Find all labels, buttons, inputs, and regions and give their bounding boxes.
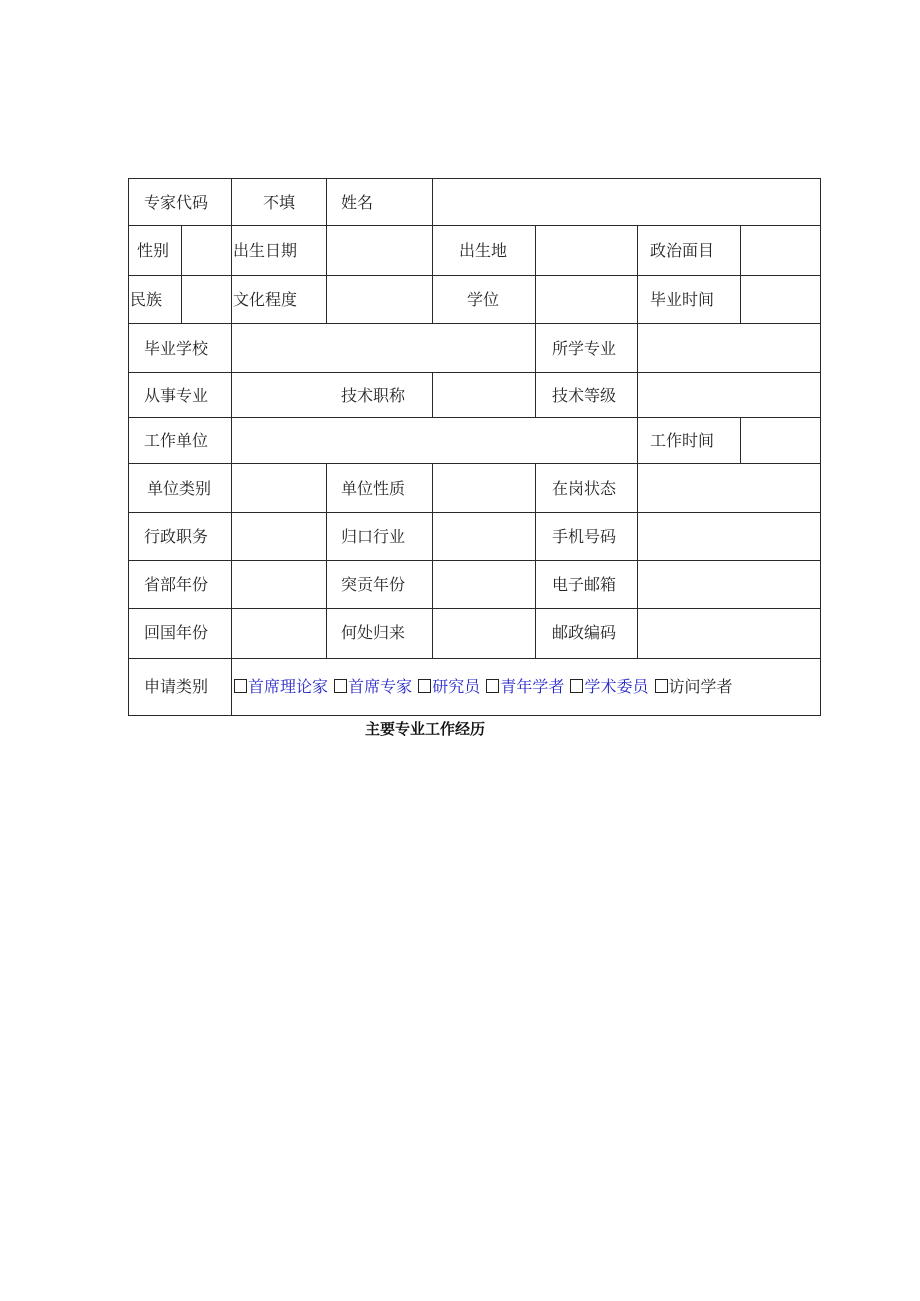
postal-code-label: 邮政编码 bbox=[552, 623, 617, 642]
admin-post-label: 行政职务 bbox=[144, 527, 209, 546]
tech-grade-label: 技术等级 bbox=[552, 386, 617, 405]
expert-code-label: 专家代码 bbox=[144, 193, 209, 212]
option-chief-theorist: 首席理论家 bbox=[248, 677, 329, 696]
ethnicity-label: 民族 bbox=[130, 290, 163, 309]
option-visiting-scholar: 访问学者 bbox=[668, 677, 733, 696]
return-year-label: 回国年份 bbox=[144, 623, 209, 642]
column-divider bbox=[326, 179, 327, 225]
section-caption: 主要专业工作经历 bbox=[365, 720, 486, 738]
row-divider bbox=[129, 225, 820, 226]
column-divider bbox=[231, 323, 232, 372]
expert-code-value: 不填 bbox=[263, 193, 296, 212]
industry-label: 归口行业 bbox=[341, 527, 406, 546]
return-from-label: 何处归来 bbox=[341, 623, 406, 642]
row-divider bbox=[129, 275, 820, 276]
contribution-year-label: 突贡年份 bbox=[341, 575, 406, 594]
graduation-time-label: 毕业时间 bbox=[650, 290, 715, 309]
application-type-label: 申请类别 bbox=[144, 677, 209, 696]
major-label: 所学专业 bbox=[552, 339, 617, 358]
column-divider bbox=[740, 225, 741, 323]
email-label: 电子邮箱 bbox=[552, 575, 617, 594]
row-divider bbox=[129, 463, 820, 464]
column-divider bbox=[231, 658, 232, 716]
column-divider bbox=[231, 179, 232, 225]
column-divider bbox=[637, 225, 638, 323]
column-divider bbox=[432, 225, 433, 323]
column-divider bbox=[432, 372, 433, 417]
checkbox[interactable] bbox=[655, 679, 668, 693]
birth-date-label: 出生日期 bbox=[233, 241, 298, 260]
option-researcher: 研究员 bbox=[432, 677, 481, 696]
column-divider bbox=[535, 463, 536, 658]
checkbox[interactable] bbox=[334, 679, 347, 693]
unit-nature-label: 单位性质 bbox=[341, 479, 406, 498]
provincial-year-label: 省部年份 bbox=[144, 575, 209, 594]
gender-label: 性别 bbox=[137, 241, 170, 260]
checkbox[interactable] bbox=[570, 679, 583, 693]
name-label: 姓名 bbox=[341, 193, 374, 212]
option-academic-committee: 学术委员 bbox=[584, 677, 649, 696]
option-chief-expert: 首席专家 bbox=[348, 677, 413, 696]
row-divider bbox=[129, 372, 820, 373]
political-affiliation-label: 政治面目 bbox=[650, 241, 715, 260]
row-divider bbox=[129, 323, 820, 324]
column-divider bbox=[637, 417, 638, 463]
option-young-scholar: 青年学者 bbox=[500, 677, 565, 696]
unit-category-label: 单位类别 bbox=[147, 479, 212, 498]
column-divider bbox=[326, 225, 327, 323]
column-divider bbox=[231, 372, 232, 417]
education-label: 文化程度 bbox=[233, 290, 298, 309]
row-divider bbox=[129, 512, 820, 513]
checkbox[interactable] bbox=[486, 679, 499, 693]
column-divider bbox=[231, 225, 232, 323]
employer-label: 工作单位 bbox=[144, 431, 209, 450]
degree-label: 学位 bbox=[467, 290, 500, 309]
birthplace-label: 出生地 bbox=[459, 241, 508, 260]
work-time-label: 工作时间 bbox=[650, 431, 715, 450]
column-divider bbox=[637, 372, 638, 417]
expert-application-form bbox=[128, 178, 821, 716]
column-divider bbox=[181, 225, 182, 323]
column-divider bbox=[535, 225, 536, 323]
row-divider bbox=[129, 658, 820, 659]
checkbox[interactable] bbox=[418, 679, 431, 693]
row-divider bbox=[129, 560, 820, 561]
checkbox[interactable] bbox=[234, 679, 247, 693]
column-divider bbox=[637, 323, 638, 372]
column-divider bbox=[326, 463, 327, 658]
row-divider bbox=[129, 608, 820, 609]
column-divider bbox=[535, 323, 536, 372]
school-label: 毕业学校 bbox=[144, 339, 209, 358]
job-status-label: 在岗状态 bbox=[552, 479, 617, 498]
column-divider bbox=[740, 417, 741, 463]
field-label: 从事专业 bbox=[144, 386, 209, 405]
column-divider bbox=[231, 463, 232, 658]
column-divider bbox=[231, 417, 232, 463]
application-type-options bbox=[233, 677, 733, 697]
column-divider bbox=[637, 463, 638, 658]
row-divider bbox=[129, 417, 820, 418]
column-divider bbox=[535, 372, 536, 417]
column-divider bbox=[432, 179, 433, 225]
phone-label: 手机号码 bbox=[552, 527, 617, 546]
column-divider bbox=[432, 463, 433, 658]
tech-title-label: 技术职称 bbox=[341, 386, 406, 405]
